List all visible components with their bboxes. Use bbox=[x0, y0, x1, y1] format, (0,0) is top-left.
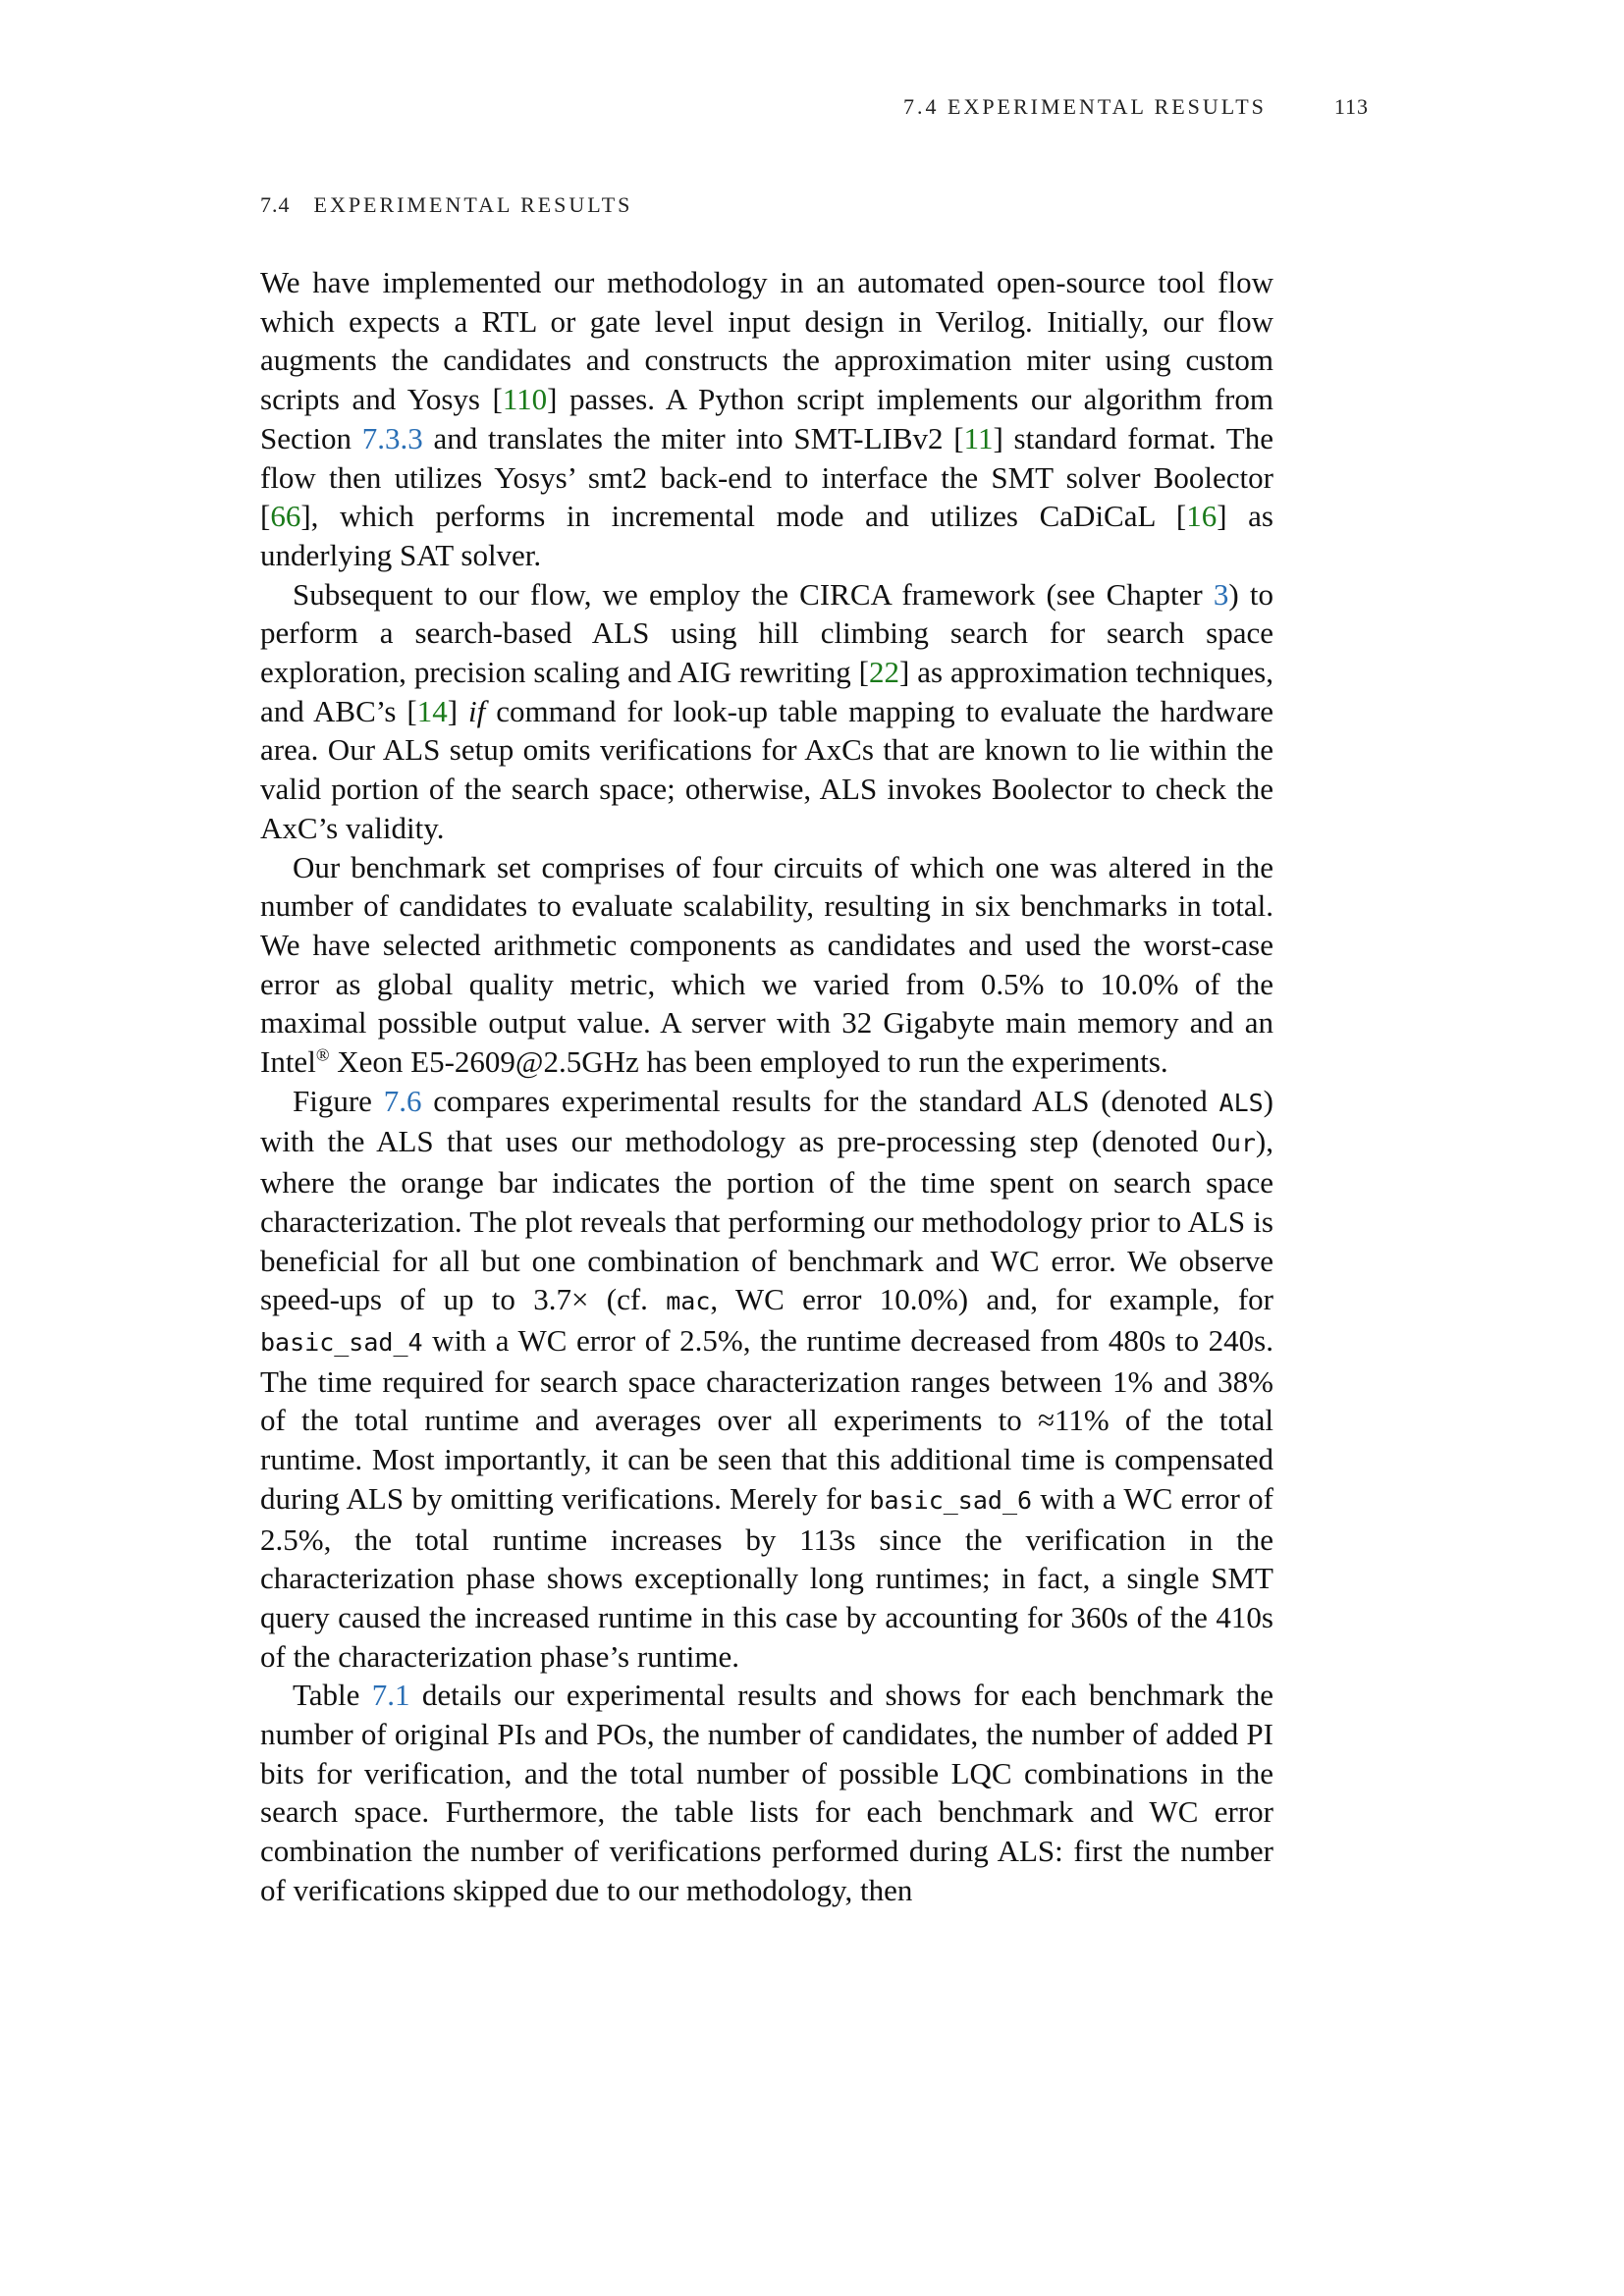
text-segment: , WC error 10.0%) and, for example, for bbox=[710, 1282, 1273, 1317]
text-segment: ] passes. A Python script implements our algorithm from Section bbox=[260, 382, 1273, 455]
text-segment: Our benchmark set comprises of four circuits of which one was altered in the number of candidates to evaluate scalability, resulting in six benchmarks in total. We have selected arithmetic components as candidates and used the worst-case error as global quality metric, which we varied from 0.5% to 10.0% of the maximal possible output value. A server with 32 Gigabyte main memory and an Intel bbox=[260, 849, 1273, 1080]
running-head bbox=[903, 94, 1369, 133]
text-segment: ] as underlying SAT solver. bbox=[260, 499, 1274, 572]
body-text bbox=[260, 263, 1273, 1910]
text-segment: Xeon E5-2609@2.5GHz has been employed to run the experiments. bbox=[329, 1044, 1168, 1080]
code-mac: mac bbox=[666, 1287, 711, 1316]
text-segment: ] standard format. The flow then utilizes Yosys’ smt2 back-end to interface the SMT solver Boolector [ bbox=[260, 420, 1273, 534]
paragraph-5 bbox=[260, 1676, 1273, 1909]
text-segment: ] bbox=[447, 693, 469, 728]
text-segment: command for look-up table mapping to evaluate the hardware area. Our ALS setup omits verifications for AxCs that are known to lie within the valid portion of the search space; otherwise, ALS invokes Boolector to check the AxC’s validity. bbox=[260, 693, 1274, 845]
citation-link[interactable]: 14 bbox=[416, 693, 448, 728]
citation-link[interactable]: 16 bbox=[1186, 499, 1218, 534]
text-segment: ], which performs in incremental mode and utilizes CaDiCaL [ bbox=[300, 499, 1187, 534]
text-segment: compares experimental results for the standard ALS (denoted bbox=[421, 1083, 1219, 1118]
code-als: ALS bbox=[1218, 1088, 1264, 1117]
citation-link[interactable]: 66 bbox=[270, 499, 301, 534]
text-segment: ] as approximation techniques, and ABC’s [ bbox=[260, 655, 1273, 728]
text-segment: ) to perform a search-based ALS using hill climbing search for search space exploration, precision scaling and AIG rewriting [ bbox=[260, 576, 1273, 690]
emphasis-command: if bbox=[468, 693, 486, 728]
paragraph-4 bbox=[260, 1082, 1273, 1677]
table-reference-link[interactable]: 7.1 bbox=[371, 1678, 410, 1713]
text-segment: We have implemented our methodology in an automated open-source tool flow which expects a RTL or gate level input design in Verilog. Initially, our flow augments the candidates and constructs the approximation miter using custom scripts and Yosys [ bbox=[260, 265, 1273, 417]
running-head-title: 7.4 EXPERIMENTAL RESULTS bbox=[903, 94, 1267, 119]
section-title: EXPERIMENTAL RESULTS bbox=[313, 192, 633, 217]
text-segment: details our experimental results and shows for each benchmark the number of original PIs and POs, the number of candidates, the number of added PI bits for verification, and the total number of possible LQC combinations in the search space. Furthermore, the table lists for each benchmark and WC error combination the number of verifications performed during ALS: first the number of verifications skipped due to our methodology, then bbox=[260, 1678, 1274, 1907]
text-segment: Figure bbox=[293, 1083, 384, 1118]
citation-link[interactable]: 110 bbox=[502, 382, 548, 417]
code-our: Our bbox=[1211, 1129, 1256, 1158]
code-basic-sad-4: basic_sad_4 bbox=[260, 1327, 423, 1357]
text-segment: Table bbox=[293, 1678, 372, 1713]
text-segment: with a WC error of 2.5%, the total runtime increases by 113s since the verification in the characterization phase shows exceptionally long runtimes; in fact, a single SMT query caused the increased runtime in this case by accounting for 360s of the 410s of the characterization phase’s runtime. bbox=[260, 1480, 1273, 1674]
citation-link[interactable]: 11 bbox=[963, 420, 994, 455]
section-number: 7.4 bbox=[260, 192, 291, 217]
section-heading bbox=[260, 192, 632, 218]
text-segment: Subsequent to our flow, we employ the CIRCA framework (see Chapter bbox=[293, 576, 1214, 612]
section-reference-link[interactable]: 7.3.3 bbox=[361, 420, 423, 455]
text-segment: ) with the ALS that uses our methodology as pre-processing step (denoted bbox=[260, 1083, 1273, 1159]
chapter-reference-link[interactable]: 3 bbox=[1213, 576, 1229, 612]
page-number: 113 bbox=[1333, 94, 1369, 119]
paragraph-2 bbox=[260, 575, 1273, 848]
text-segment: ), where the orange bar indicates the portion of the time spent on search space characterization. The plot reveals that performing our methodology prior to ALS is beneficial for all but one combination of benchmark and WC error. We observe speed-ups of up to 3.7× (cf. bbox=[260, 1124, 1273, 1317]
figure-reference-link[interactable]: 7.6 bbox=[383, 1083, 422, 1118]
paragraph-3 bbox=[260, 848, 1273, 1082]
code-basic-sad-6: basic_sad_6 bbox=[869, 1485, 1033, 1515]
text-segment: and translates the miter into SMT-LIBv2 [ bbox=[422, 420, 964, 455]
paragraph-1 bbox=[260, 263, 1273, 575]
citation-link[interactable]: 22 bbox=[868, 655, 899, 690]
registered-mark: ® bbox=[315, 1044, 330, 1065]
text-segment: with a WC error of 2.5%, the runtime decreased from 480s to 240s. The time required for search space characterization ranges between 1% and 38% of the total runtime and averages over all experiments to ≈11% of the total runtime. Most importantly, it can be seen that this additional time is compensated during ALS by omitting verifications. Merely for bbox=[260, 1322, 1273, 1516]
